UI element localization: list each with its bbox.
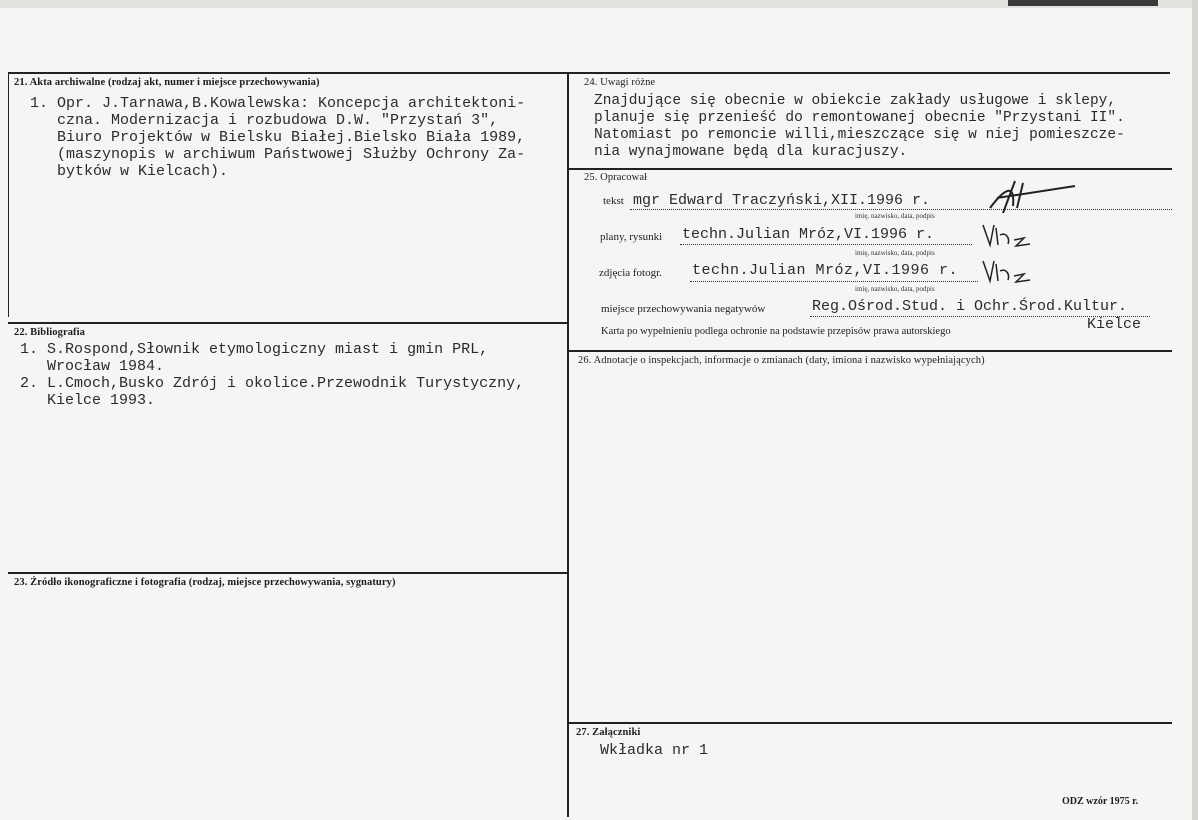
section-22-line: 2. L.Cmoch,Busko Zdrój i okolice.Przewodnik Turystyczny, [20,375,525,392]
section-24-line: Natomiast po remoncie willi,mieszczące się w niej pomieszcze- [594,127,1125,143]
zdjecia-label: zdjęcia fotogr. [599,267,662,279]
section-22-line: Kielce 1993. [20,392,156,409]
negatywy-value-city: Kielce [1087,316,1142,333]
left-border [8,72,9,317]
section-22-label: 22. Bibliografia [14,327,86,338]
section-23-label: 23. Źródło ikonograficzne i fotografia (rodzaj, miejsce przechowywania, sygnatury) [14,577,396,588]
form-footer: ODZ wzór 1975 r. [1062,796,1139,807]
tekst-label: tekst [603,195,624,207]
center-divider [567,72,569,817]
right-edge [1192,0,1198,820]
section-27-label: 27. Załączniki [576,727,641,738]
section-24-line: nia wynajmowane będą dla kuracjuszy. [594,144,908,160]
section-27-value: Wkładka nr 1 [600,742,709,759]
negatywy-label: miejsce przechowywania negatywów [601,303,766,315]
signature-graphic [985,178,1085,218]
section-21-line: 1. Opr. J.Tarnawa,B.Kowalewska: Koncepcja architektoni- [30,95,526,112]
rule-21-22 [8,322,568,324]
section-21-line: czna. Modernizacja i rozbudowa D.W. "Przystań 3", [30,112,499,129]
signature-traczynski [985,178,1085,223]
section-21-label: 21. Akta archiwalne (rodzaj akt, numer i miejsce przechowywania) [14,77,320,88]
section-22-line: 1. S.Rospond,Słownik etymologiczny miast i gmin PRL, [20,341,489,358]
tekst-value: mgr Edward Traczyński,XII.1996 r. [633,192,931,209]
section-21-line: Biuro Projektów w Bielsku Białej.Bielsko Biała 1989, [30,129,526,146]
section-22-line: Wrocław 1984. [20,358,165,375]
copyright-note: Karta po wypełnieniu podlega ochronie na podstawie przepisów prawa autorskiego [601,326,951,337]
plany-label: plany, rysunki [600,231,663,243]
signature-graphic [980,220,1040,250]
tekst-caption: imię, nazwisko, data, podpis [855,212,935,220]
plany-dotted-line [680,244,972,245]
section-25-label: 25. Opracował [584,172,648,183]
zdjecia-dotted-line [690,281,978,282]
rule-26-27 [568,722,1172,724]
rule-24-25 [568,168,1172,170]
section-21-line: (maszynopis w archiwum Państwowej Służby Ochrony Za- [30,146,526,163]
zdjecia-caption: imię, nazwisko, data, podpis [855,285,935,293]
zdjecia-value: techn.Julian Mróz,VI.1996 r. [692,262,959,279]
tekst-dotted-line [630,209,1172,210]
negatywy-value: Reg.Ośrod.Stud. i Ochr.Środ.Kultur. [812,298,1128,315]
signature-graphic [980,256,1040,286]
plany-caption: imię, nazwisko, data, podpis [855,249,935,257]
top-rule [8,72,1170,74]
section-24-line: planuje się przenieść do remontowanej obecnie "Przystani II". [594,110,1125,126]
section-21-line: bytków w Kielcach). [30,163,229,180]
section-24-line: Znajdujące się obecnie w obiekcie zakłady usługowe i sklepy, [594,93,1117,109]
section-24-label: 24. Uwagi różne [584,77,656,88]
rule-25-26 [568,350,1172,352]
rule-22-23 [8,572,568,574]
signature-mroz-1 [980,220,1040,255]
plany-value: techn.Julian Mróz,VI.1996 r. [682,226,935,243]
signature-mroz-2 [980,256,1040,291]
top-edge [0,0,1198,8]
section-26-label: 26. Adnotacje o inspekcjach, informacje o zmianach (daty, imiona i nazwisko wypełniających) [578,355,985,366]
